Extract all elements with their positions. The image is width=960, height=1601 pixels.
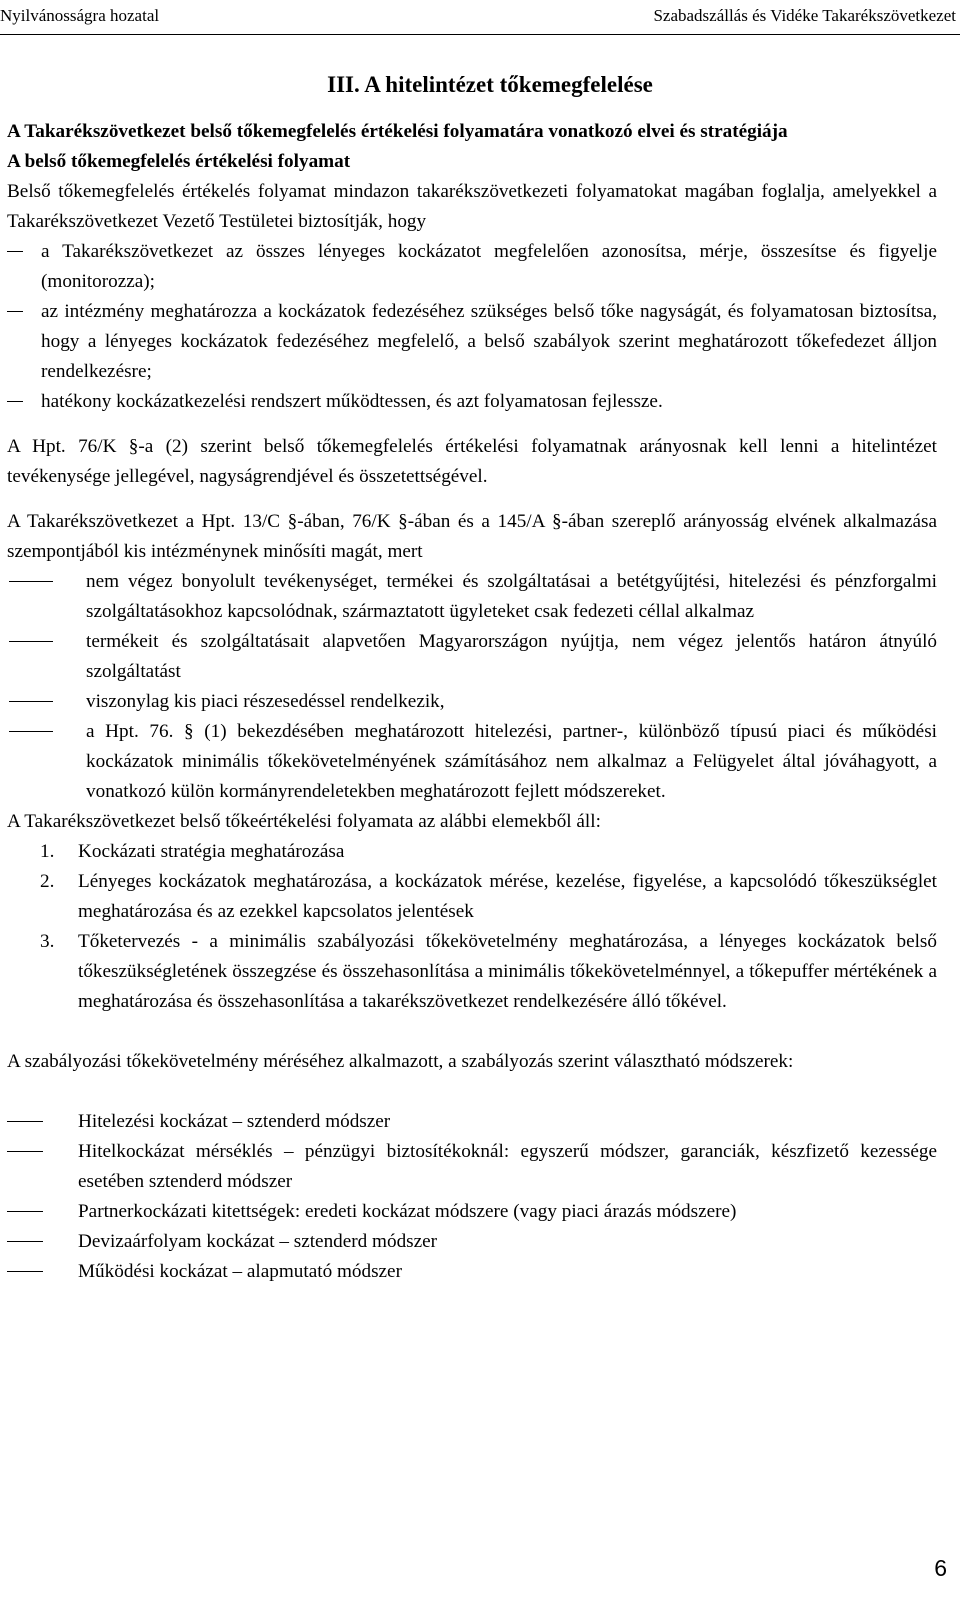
- section-title: III. A hitelintézet tőkemegfelelése: [327, 72, 653, 97]
- list-item: hatékony kockázatkezelési rendszert működtessen, és azt folyamatosan fejlessze.: [7, 387, 937, 417]
- header-left-text: Nyilvánosságra hozatal: [0, 6, 160, 25]
- page-header: [0, 4, 960, 35]
- reasons-list: [7, 567, 937, 807]
- list-item: Működési kockázat – alapmutató módszer: [7, 1257, 937, 1287]
- list-item: a Hpt. 76. § (1) bekezdésében meghatározott hitelezési, partner-, különböző típusú piaci és működési kockázatok minimális tőkekövetelményének számításához nem alkalmaz a Felügyelet által jóváhagyott, a vonatkozó külön kormányrendeletekben meghatározott fejlett módszereket.: [7, 717, 937, 807]
- heading-principles: A Takarékszövetkezet belső tőkemegfelelés értékelési folyamatára vonatkozó elvei és stratégiája: [7, 121, 788, 142]
- proportionality-paragraph: A Hpt. 76/K §-a (2) szerint belső tőkemegfelelés értékelési folyamatnak arányosnak kell lenni a hitelintézet tevékenysége jellegével, nagyságrendjével és összetettségével.: [7, 436, 937, 487]
- small-institution-paragraph: A Takarékszövetkezet a Hpt. 13/C §-ában, 76/K §-ában és a 145/A §-ában szereplő arányosság elvének alkalmazása szempontjából kis intézménynek minősíti magát, mert: [7, 511, 937, 562]
- list-item: a Takarékszövetkezet az összes lényeges kockázatot megfelelően azonosítsa, mérje, összesítse és figyelje (monitorozza);: [7, 237, 937, 297]
- methods-list: [7, 1107, 937, 1287]
- elements-paragraph: A Takarékszövetkezet belső tőkeértékelési folyamata az alábbi elemekből áll:: [7, 811, 601, 832]
- item-number: 2.: [40, 871, 55, 892]
- numbered-item: [7, 927, 937, 1017]
- item-number: 3.: [40, 931, 55, 952]
- list-item: nem végez bonyolult tevékenységet, termékei és szolgáltatásai a betétgyűjtési, hitelezési és pénzforgalmi szolgáltatásokhoz kapcsolódnak, származtatott ügyleteket csak fedezeti céllal alkalmaz: [7, 567, 937, 627]
- elements-list: [7, 837, 937, 1017]
- list-item: Partnerkockázati kitettségek: eredeti kockázat módszere (vagy piaci árazás módszere): [7, 1197, 937, 1227]
- document-body: [7, 68, 937, 1287]
- assurance-list: [7, 237, 937, 417]
- item-text: Tőketervezés - a minimális szabályozási tőkekövetelmény meghatározása, a lényeges kockázatok belső tőkeszükségletének összegzése és összehasonlítása a minimális tőkekövetelménnyel, a tőkepuffer mértékének a meghatározása és összehasonlítása a takarékszövetkezet rendelkezésére álló tőkével.: [78, 931, 937, 1012]
- intro-paragraph: Belső tőkemegfelelés értékelés folyamat mindazon takarékszövetkezeti folyamatokat magában foglalja, amelyekkel a Takarékszövetkezet Vezető Testületei biztosítják, hogy: [7, 181, 937, 232]
- list-item: az intézmény meghatározza a kockázatok fedezéséhez szükséges belső tőke nagyságát, és folyamatosan biztosítsa, hogy a lényeges kockázatok fedezéséhez megfelelő, a belső szabályok szerint meghatározott tőkefedezet álljon rendelkezésre;: [7, 297, 937, 387]
- numbered-item: [7, 837, 937, 867]
- list-item: viszonylag kis piaci részesedéssel rendelkezik,: [7, 687, 937, 717]
- heading-process: A belső tőkemegfelelés értékelési folyamat: [7, 151, 351, 172]
- list-item: Devizaárfolyam kockázat – sztenderd módszer: [7, 1227, 937, 1257]
- item-text: Kockázati stratégia meghatározása: [78, 841, 345, 862]
- item-text: Lényeges kockázatok meghatározása, a kockázatok mérése, kezelése, figyelése, a kapcsolódó tőkeszükséglet meghatározása és az ezekkel kapcsolatos jelentések: [78, 871, 937, 922]
- methods-paragraph: A szabályozási tőkekövetelmény méréséhez alkalmazott, a szabályozás szerint választható módszerek:: [7, 1051, 794, 1072]
- list-item: termékeit és szolgáltatásait alapvetően Magyarországon nyújtja, nem végez jelentős határon átnyúló szolgáltatást: [7, 627, 937, 687]
- list-item: Hitelkockázat mérséklés – pénzügyi biztosítékoknál: egyszerű módszer, garanciák, készfizető kezessége esetében sztenderd módszer: [7, 1137, 937, 1197]
- header-right-text: Szabadszállás és Vidéke Takarékszövetkezet: [653, 6, 956, 25]
- numbered-item: [7, 867, 937, 927]
- list-item: Hitelezési kockázat – sztenderd módszer: [7, 1107, 937, 1137]
- page-number: 6: [934, 1555, 947, 1581]
- item-number: 1.: [40, 841, 55, 862]
